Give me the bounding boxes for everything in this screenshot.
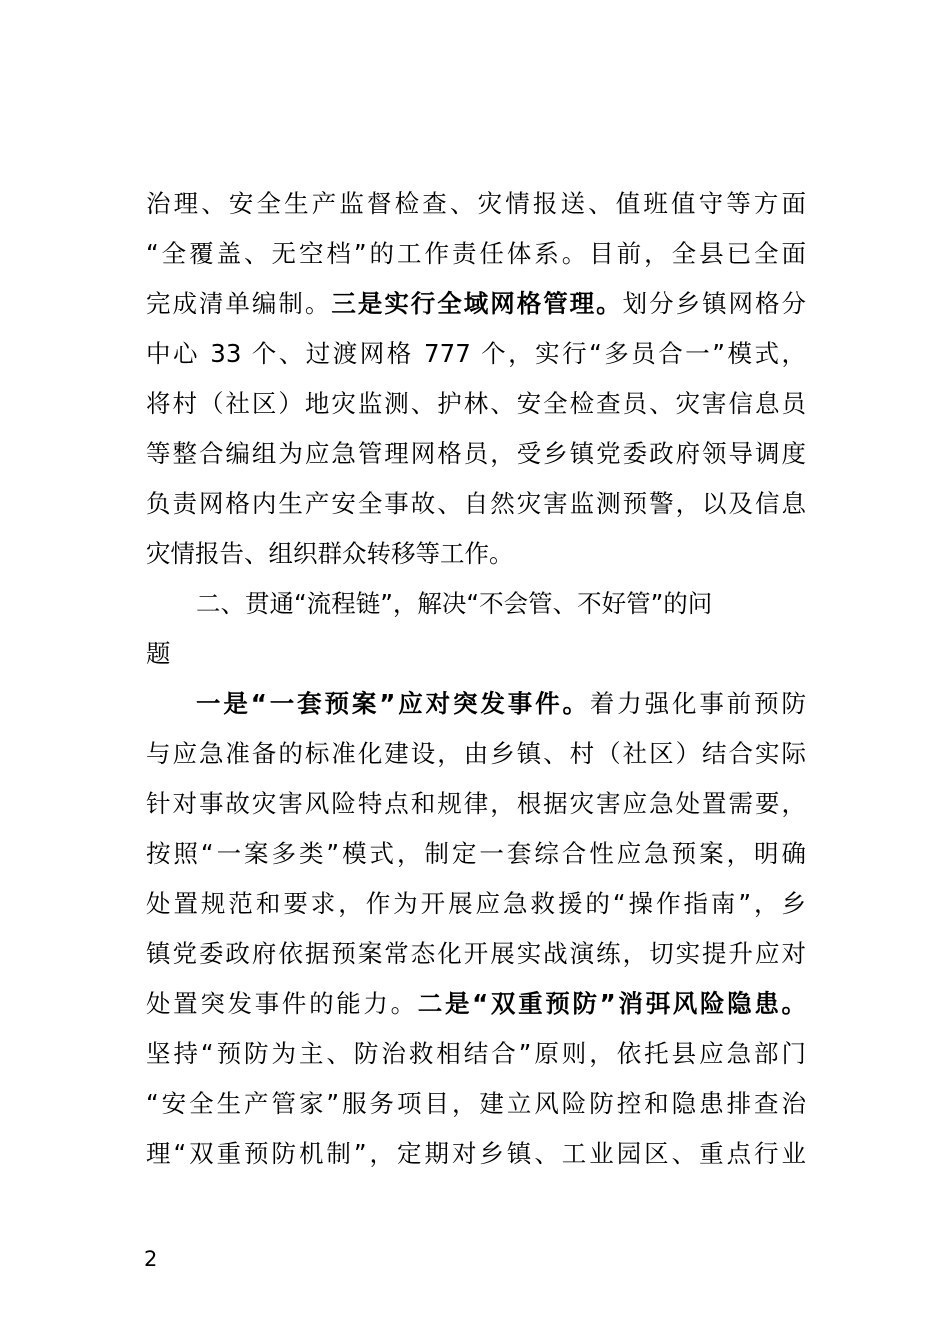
body-text-segment: “全覆盖、无空档”的工作责任体系。目前，全县已全面 bbox=[146, 239, 806, 268]
text-line bbox=[146, 536, 806, 572]
body-text-segment: 等整合编组为应急管理网格员，受乡镇党委政府领导调度 bbox=[146, 439, 806, 468]
body-text-segment: 针对事故灾害风险特点和规律，根据灾害应急处置需要， bbox=[146, 789, 806, 818]
text-line bbox=[146, 836, 806, 872]
body-text-segment: 中心 33 个、过渡网格 777 个，实行“多员合一”模式， bbox=[146, 339, 806, 368]
body-text-segment: 将村（社区）地灾监测、护林、安全检查员、灾害信息员 bbox=[146, 389, 806, 418]
body-text-segment: “安全生产管家”服务项目，建立风险防控和隐患排查治 bbox=[146, 1089, 806, 1118]
text-line bbox=[146, 986, 806, 1022]
body-text-segment: 划分乡镇网格分 bbox=[622, 289, 807, 318]
text-line bbox=[146, 1086, 806, 1122]
text-line bbox=[146, 286, 806, 322]
text-line bbox=[196, 686, 806, 722]
body-text-segment: 治理、安全生产监督检查、灾情报送、值班值守等方面 bbox=[146, 189, 806, 218]
body-text-segment: 按照“一案多类”模式，制定一套综合性应急预案，明确 bbox=[146, 839, 806, 868]
text-line bbox=[196, 586, 806, 622]
bold-heading-text: 一是“一套预案”应对突发事件。 bbox=[196, 689, 590, 718]
text-line bbox=[146, 336, 806, 372]
text-line bbox=[146, 936, 806, 972]
body-text-segment: 灾情报告、组织群众转移等工作。 bbox=[146, 539, 514, 568]
text-line bbox=[146, 486, 806, 522]
text-line bbox=[146, 886, 806, 922]
body-text-segment: 二、贯通“流程链”，解决“不会管、不好管”的问 bbox=[196, 589, 713, 618]
body-text-segment: 理“双重预防机制”，定期对乡镇、工业园区、重点行业 bbox=[146, 1139, 806, 1168]
text-line bbox=[146, 736, 806, 772]
body-text-segment: 与应急准备的标准化建设，由乡镇、村（社区）结合实际 bbox=[146, 739, 806, 768]
text-line bbox=[146, 436, 806, 472]
body-text-segment: 镇党委政府依据预案常态化开展实战演练，切实提升应对 bbox=[146, 939, 806, 968]
body-text-segment: 坚持“预防为主、防治救相结合”原则，依托县应急部门 bbox=[146, 1039, 806, 1068]
text-line bbox=[146, 786, 806, 822]
bold-heading-text: 二是“双重预防”消弭风险隐患。 bbox=[417, 989, 807, 1018]
body-text-segment: 题 bbox=[146, 639, 171, 668]
text-line bbox=[146, 1136, 806, 1172]
body-text-segment: 处置突发事件的能力。 bbox=[146, 989, 418, 1018]
body-text-segment: 处置规范和要求，作为开展应急救援的“操作指南”，乡 bbox=[146, 889, 806, 918]
body-text-segment: 完成清单编制。 bbox=[146, 289, 332, 318]
text-line bbox=[146, 186, 806, 222]
bold-heading-text: 三是实行全域网格管理。 bbox=[331, 289, 623, 318]
page-number: 2 bbox=[144, 1247, 158, 1271]
text-line bbox=[146, 236, 806, 272]
text-line bbox=[146, 1036, 806, 1072]
text-line bbox=[146, 386, 806, 422]
body-text-segment: 着力强化事前预防 bbox=[589, 689, 807, 718]
body-text-segment: 负责网格内生产安全事故、自然灾害监测预警，以及信息 bbox=[146, 489, 806, 518]
text-line bbox=[146, 636, 806, 672]
